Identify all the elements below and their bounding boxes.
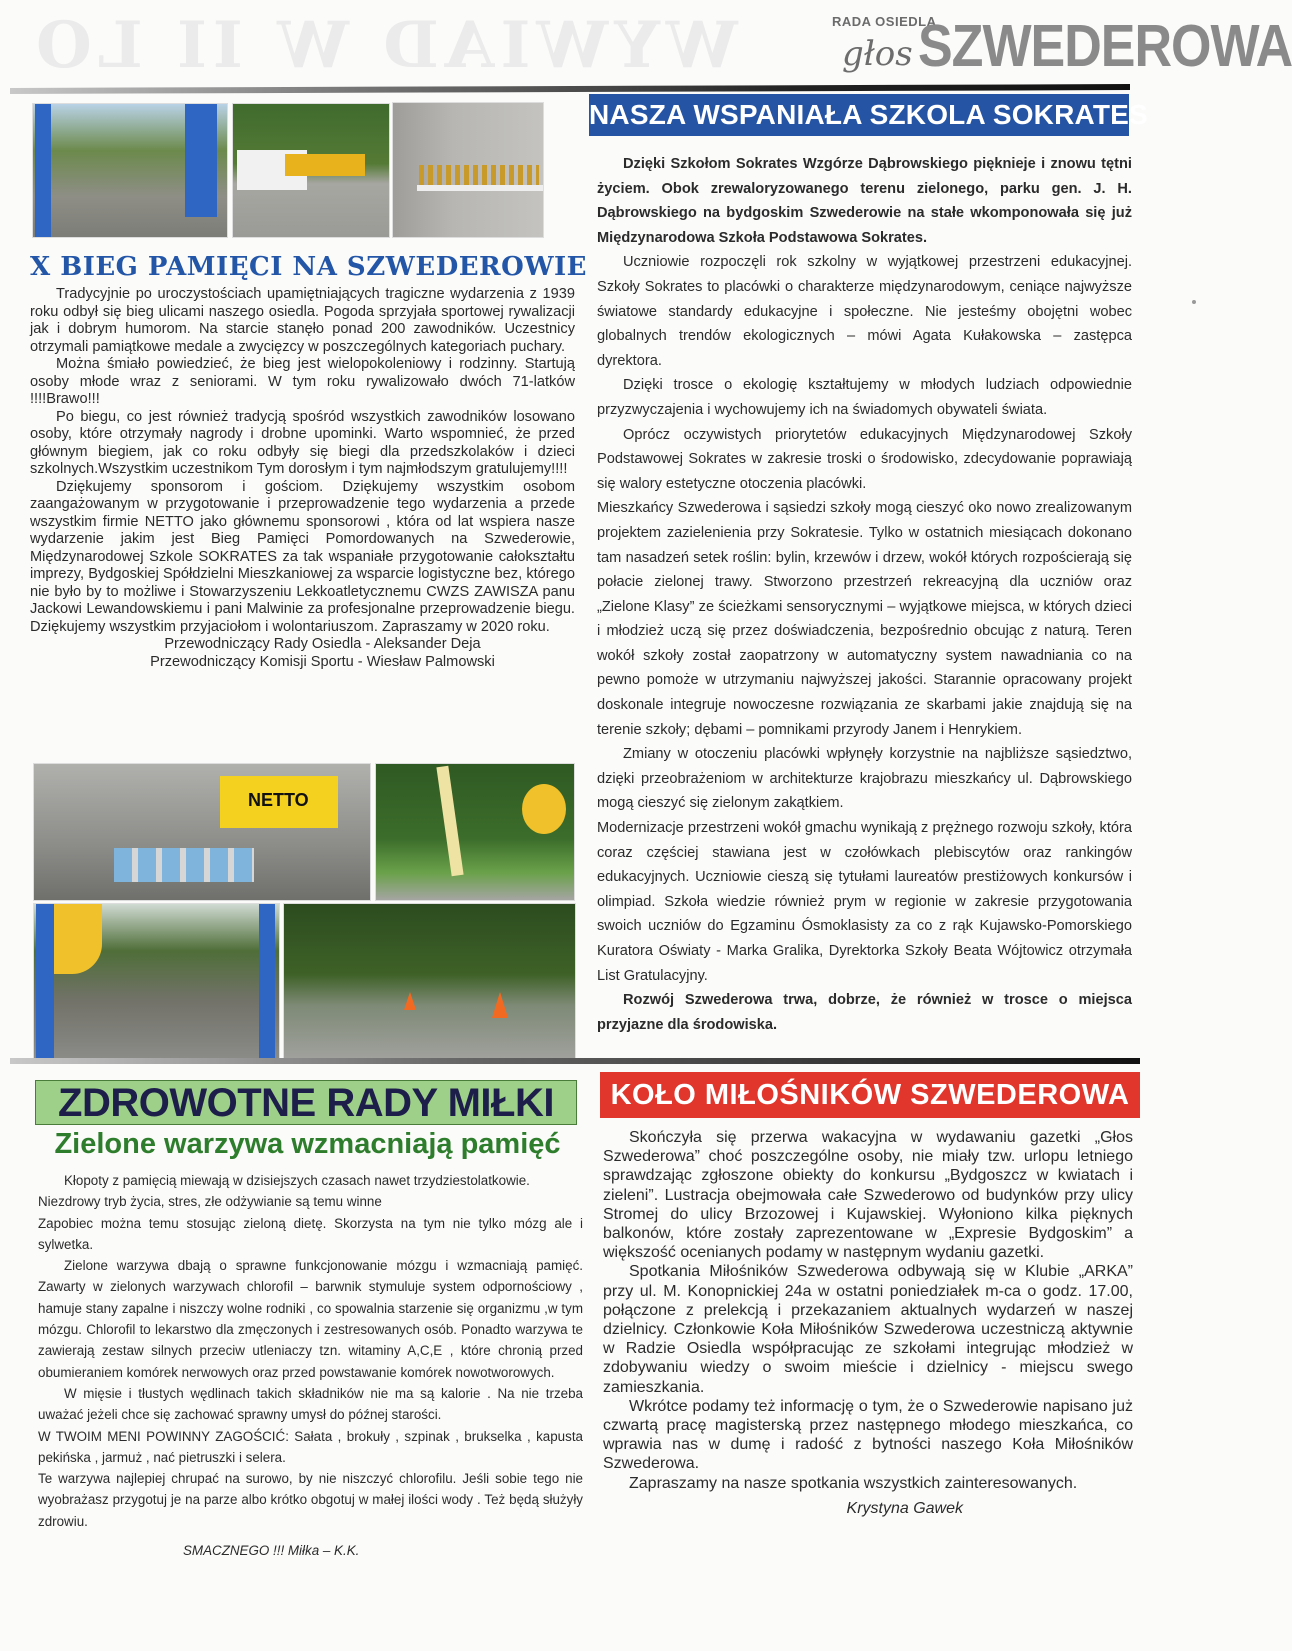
section-rule [10,1058,1140,1064]
sokrates-paragraph: Zmiany w otoczeniu placówki wpłynęły korzystnie na najbliższe sąsiedztwo, dzięki przeobrażeniom w architekturze krajobrazu mieszkańcy ul. Dąbrowskiego mogą cieszyć się zielonym zakątkiem. [597,746,1132,812]
logo-title: SZWEDEROWA [918,13,1292,80]
sokrates-lead: Dzięki Szkołom Sokrates Wzgórze Dąbrowskiego pięknieje i znowu tętni życiem. Obok zrewaloryzowanego terenu zielonego, parku gen. J. H. Dąbrowskiego na bydgoskim Szwederowie na stałe wkomponowała się już Międzynarodowa Szkoła Podstawowa Sokrates. [597,156,1132,246]
rady-paragraph: W mięsie i tłustych wędlinach takich składników nie ma są kalorie . Na nie trzeba uważać jeżeli chce się zachować sprawny umysł do późnej starości. [38,1385,583,1423]
netto-banner-photo [232,103,390,238]
scan-artifact [1192,300,1196,304]
sokrates-paragraph: Oprócz oczywistych priorytetów edukacyjnych Międzynarodowej Szkoły Podstawowej Sokrates w zakresie troski o środowisko, zdecydowanie poprawiają się walory estetyczne otoczenia placówki. [597,426,1132,492]
netto-stand-photo [33,763,371,901]
rady-paragraph: Zapobiec można temu stosując zieloną dietę. Skorzysta na tym nie tylko mózg ale i sylwetka. [38,1215,583,1252]
rady-paragraph: Niezdrowy tryb życia, stres, złe odżywianie są temu winne [38,1194,382,1210]
sokrates-paragraph: Modernizacje przestrzeni wokół gmachu wynikają z prężnego rozwoju szkoły, która coraz częściej stawiana jest w czołówkach plebiscytów oraz rankingów edukacyjnych. Uczniowie cieszą się tytułami laureatów prestiżowych konkursów i olimpiad. Szkoła wiedzie również prym w regionie w zakresie przygotowania swoich uczniów do Egzaminu Ósmoklasisty za co z rąk Kujawsko-Pomorskiego Kuratora Oświaty - Marka Gralika, Dyrektorka Szkoły Beata Wójtowicz otrzymała List Gratulacyjny. [597,820,1132,984]
bieg-paragraph: Można śmiało powiedzieć, że bieg jest wielopokoleniowy i rodzinny. Startują osoby młode wraz z seniorami. W tym roku rywalizowało dwóch 71-latków !!!!Brawo!!! [30,356,575,407]
race-start-gate-photo [33,903,280,1061]
sokrates-paragraph: Mieszkańcy Szwederowa i sąsiedzi szkoły mogą cieszyć oko nowo zrealizowanym projektem zazielenienia przy Sokratesie. Tylko w ostatnich miesiącach dokonano tam nasadzeń setek roślin: bylin, krzewów i drzew, wokół których rozpościerają się połacie zielonej trawy. Stworzono przestrzeń rekreacyjną dla uczniów oraz „Zielone Klasy” ze ścieżkami sensorycznymi – wyjątkowe miejsca, w których dzieci i młodzież uczą się przez doświadczenia, bezpośrednio obcując z naturą. Teren wokół szkoły został zaopatrzony w automatyczny system nawadniania co na pewno pomoże w utrzymaniu najwyższej jakości. Starannie opracowany projekt doskonale integruje nowoczesne rozwiązania ze skarbami jakie znajdują się na terenie szkoły; dębami – pomnikami przyrody Janem i Henrykiem. [597,500,1132,738]
bieg-signature: Przewodniczący Komisji Sportu - Wiesław Palmowski [150,653,495,670]
kolo-article-body [603,1128,1133,1518]
netto-banner [285,154,365,176]
sokrates-paragraph: Dzięki trosce o ekologię kształtujemy w młodych ludziach odpowiednie przyzwyczajenia i wychowujemy ich na świadomych obywateli świata. [597,377,1132,418]
kolo-signature: Krystyna Gawek [846,1499,963,1517]
netto-sign-label: NETTO [248,790,309,810]
start-gate [259,904,275,1060]
sokrates-paragraph: Uczniowie rozpoczęli rok szkolny w wyjątkowej przestrzeni edukacyjnej. Szkoły Sokrates to placówki o charakterze międzynarodowym, ceniące najwyższe światowe standardy edukacyjne i społeczne. Nie jesteśmy obojętni wobec globalnych trendów ekologicznych – mówi Agata Kułakowska – zastępca dyrektora. [597,254,1132,369]
netto-sign [220,776,338,828]
bieg-title: X BIEG PAMIĘCI NA SZWEDEROWIE [30,252,587,282]
park-flags-photo [375,763,575,901]
trophies-table-photo [392,102,544,238]
water-bottles [114,848,254,882]
rady-paragraph: Kłopoty z pamięcią miewają w dzisiejszych czasach nawet trzydziestolatkowie. [64,1173,530,1188]
bieg-paragraph: Dziękujemy sponsorom i gościom. Dziękujemy wszystkim osobom zaangażowanym w przygotowanie i przeprowadzenie tego wydarzenia a przede wszystkim firmie NETTO jako głównemu sponsorowi , która od lat wspiera nasze wydarzenie jakim jest Bieg Pamięci Pomordowanych na Szwederowie, Międzynarodowej Szkole SOKRATES za tak wspaniałe przygotowanie całokształtu imprezy, Bydgoskiej Spółdzielni Mieszkaniowej za wsparcie logistyczne bez, którego nie było by to możliwe i Stowarzyszeniu Lekkoatletycznemu CWZS ZAWISZA panu Jackowi Lewandowskiemu i pani Malwinie za profesjonalne przeprowadzenie biegu. Dziękujemy wszystkim przyjaciołom i wolontariuszom. Zapraszamy w 2020 roku. [30,478,575,635]
rady-article-body [38,1170,583,1561]
rady-subtitle: Zielone warzywa wzmacniają pamięć [54,1128,561,1160]
traffic-cone [404,992,416,1010]
rady-title: ZDROWOTNE RADY MIŁKI [35,1080,577,1125]
rady-signature: SMACZNEGO !!! Miłka – K.K. [183,1543,360,1559]
kids-race-photo [283,903,576,1061]
kolo-paragraph: Zapraszamy na nasze spotkania wszystkich zainteresowanych. [629,1474,1078,1492]
sokrates-closing: Rozwój Szwederowa trwa, dobrze, że również w trosce o miejsca przyjazne dla środowiska. [597,992,1132,1033]
kolo-paragraph: Wkrótce podamy też informację o tym, że o Szwederowie napisano już czwartą pracę magisterską przez następnego młodego mieszkańca, co wprawia nas w dumę i radość z bytności naszego Koła Miłośników Szwederowa. [603,1397,1133,1473]
newspaper-logo [832,8,1292,80]
sokrates-article-body [597,152,1132,1037]
kolo-paragraph: Skończyła się przerwa wakacyjna w wydawaniu gazetki „Głos Szwederowa” choć poszczególne osoby, nie miały tzw. urlopu letniego sprawdzając zgłoszone obiekty do konkursu „Bydgoszcz w kwiatach i zieleni”. Lustracja obejmowała całe Szwederowo od budynków przy ulicy Stromej do ulicy Brzozowej i Kujawskiej. Wyłoniono kilka pięknych balkonów, które zostały zaprezentowane w „Expresie Bydgoskim” a większość ocenianych podamy w następnym wydaniu gazetki. [603,1129,1133,1262]
bieg-paragraph: Tradycyjnie po uroczystościach upamiętniających tragiczne wydarzenia z 1939 roku odbył się bieg ulicami naszego osiedla. Pogoda sprzyjała sportowej rywalizacji jak i dobrym humorom. Na starcie stanęło ponad 200 zawodników. Uczestnicy otrzymali pamiątkowe medale a zwycięzcy w poszczególnych kategoriach puchary. [30,286,575,355]
logo-publisher: RADA OSIEDLA [832,14,937,29]
ghost-title-bleedthrough: WYWIAD W II LO [30,8,738,83]
rady-paragraph: Te warzywa najlepiej chrupać na surowo, by nie niszczyć chlorofilu. Jeśli sobie tego nie wyobrażasz przygotuj je na parze albo krótko obgotuj w małej ilości wody . Też będą służyły zdrowiu. [38,1471,583,1529]
logo-script: głos [842,34,913,74]
trophies [419,165,539,185]
traffic-cone [492,992,508,1018]
rady-paragraph: Zielone warzywa dbają o sprawne funkcjonowanie mózgu i wzmacniają pamięć. Zawarty w zielonych warzywach chlorofil – barwnik stymuluje system odpornościowy , hamuje stany zapalne i niszczy wolne rodniki , co spowalnia starzenie się organizmu ,w tym mózgu. Chlorofil to lekarstwo dla zmęczonych i zestresowanych osób. Ponadto warzywa te zawierają zestaw silnych przeciw utleniaczy tzn. witaminy A,C,E , które chronią przed obumieraniem komórek nerwowych oraz przed powstawanie komórek nowotworowych. [38,1258,583,1380]
runners-start-photo [32,103,228,238]
bieg-article-body [30,286,575,671]
bieg-paragraph: Po biegu, co jest również tradycją spośród wszystkich zawodników losowano osoby, które otrzymały nagrody i drobne upominki. Warto wspomnieć, że przed głównym biegiem, jak co roku odbyły się biegi dla przedszkolaków i dzieci szkolnych.Wszystkim uczestnikom Tym dorosłym i tym najmłodszym gratulujemy!!!! [30,408,575,477]
sokrates-title: NASZA WSPANIAŁA SZKOLA SOKRATES [589,94,1129,136]
header-rule [10,84,1130,94]
bieg-signature: Przewodniczący Rady Osiedla - Aleksander Deja [164,636,481,652]
rady-paragraph: W TWOIM MENI POWINNY ZAGOŚCIĆ: Sałata , brokuły , szpinak , brukselka , kapusta pekińska , jarmuż , nać pietruszki i selera. [38,1428,583,1465]
trophy-table [417,185,543,191]
netto-balloon [522,784,566,834]
netto-flag [436,766,463,877]
kolo-paragraph: Spotkania Miłośników Szwederowa odbywają się w Klubie „ARKA” przy ul. M. Konopnickiej 24a w ostatni poniedziałek m-ca o godz. 17.00, połączone z prelekcją i przekazaniem aktualnych wydarzeń w naszej dzielnicy. Członkowie Koła Miłośników Szwederowa uczestniczą aktywnie w Radzie Osiedla współpracując ze szkołami integrując młodzież w zdobywaniu wiedzy o swoim mieście i dzielnicy - miejscu swego zamieszkania. [603,1263,1133,1396]
kolo-title: KOŁO MIŁOŚNIKÓW SZWEDEROWA [600,1072,1140,1118]
